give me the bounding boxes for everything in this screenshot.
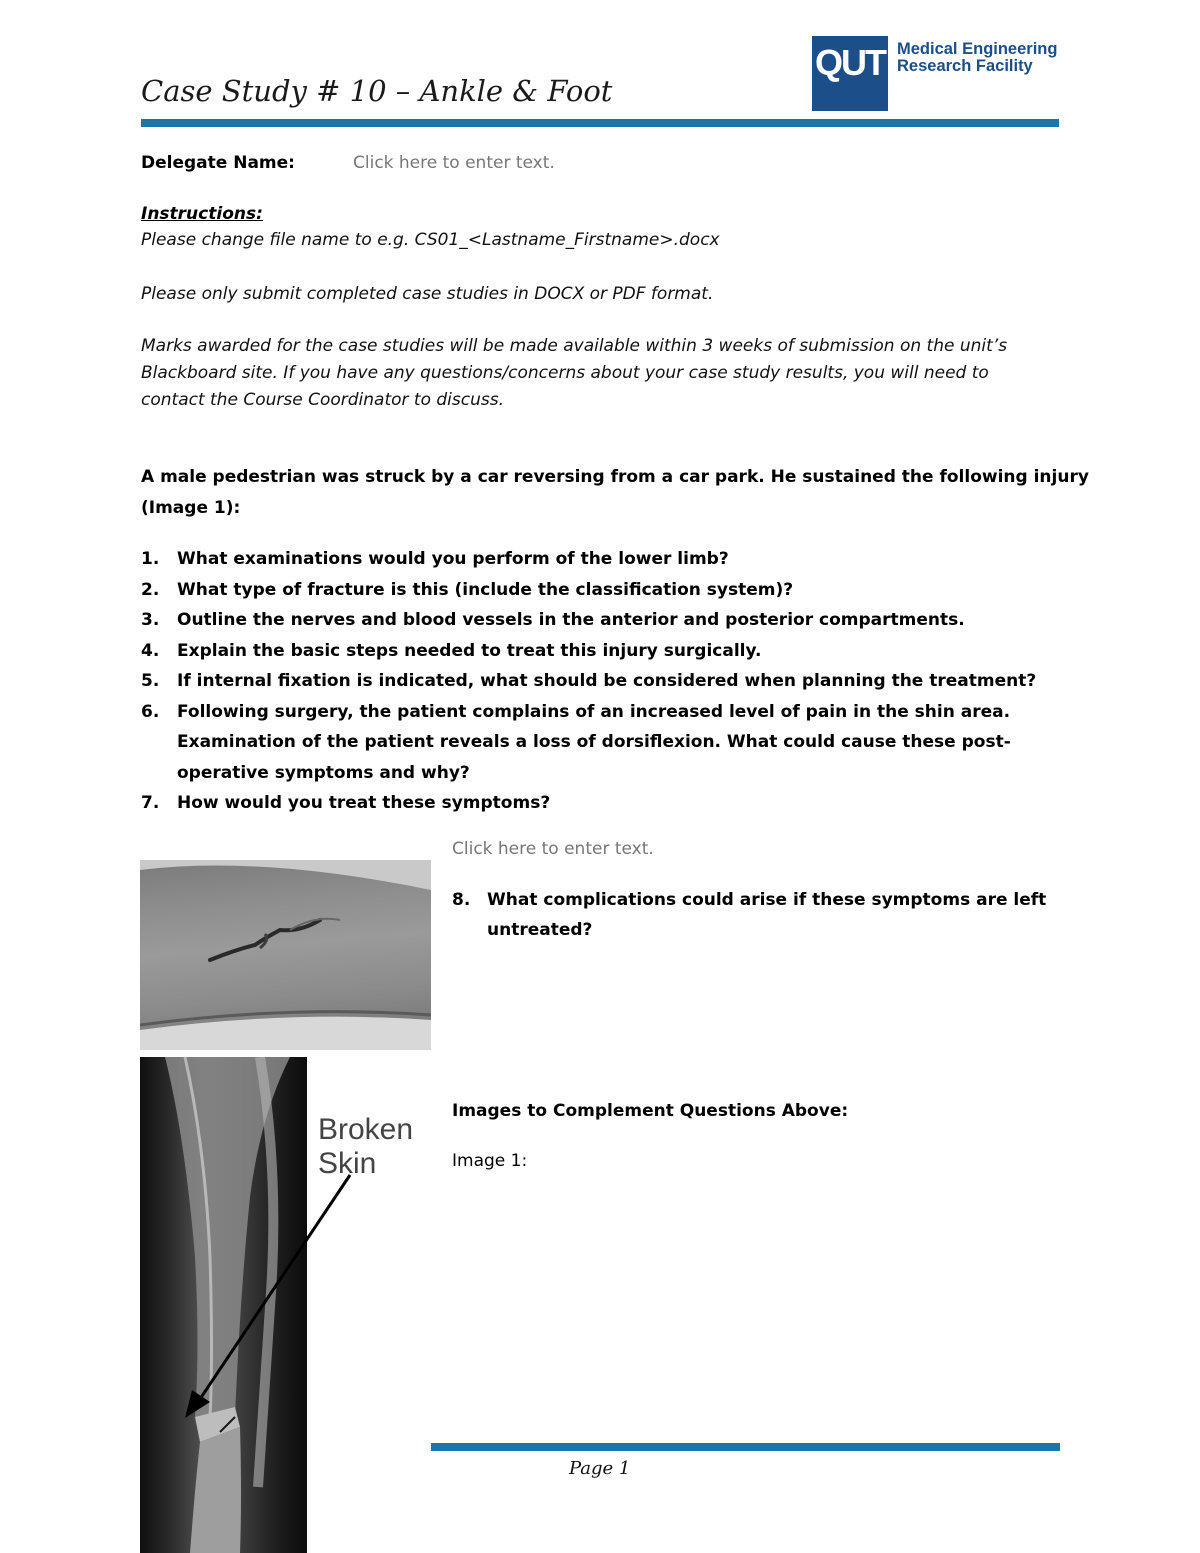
page-number: Page 1 xyxy=(569,1458,631,1479)
question-number: 4. xyxy=(141,640,160,661)
question-8-line1: What complications could arise if these symptoms are left xyxy=(487,890,1047,910)
logo-caption xyxy=(897,41,1057,75)
instructions-filename: Please change file name to e.g. CS01_<Lastname_Firstname>.docx xyxy=(141,230,720,250)
question-8-number: 8. xyxy=(452,890,471,910)
question-item xyxy=(141,544,1061,575)
images-section-heading: Images to Complement Questions Above: xyxy=(452,1101,849,1121)
logo-caption-line2: Research Facility xyxy=(897,57,1033,75)
question-number: 2. xyxy=(141,579,160,600)
scenario-line1: A male pedestrian was struck by a car reversing from a car park. He sustained the following injury xyxy=(141,467,1089,487)
question-text: Explain the basic steps needed to treat this injury surgically. xyxy=(177,640,762,661)
answer-field[interactable]: Click here to enter text. xyxy=(452,839,654,859)
wound-photo-graphic xyxy=(140,860,431,1050)
question-number: 3. xyxy=(141,610,160,630)
pointer-arrow-icon xyxy=(170,1170,370,1430)
question-item xyxy=(141,605,1061,636)
instructions-marks-line3: contact the Course Coordinator to discuss. xyxy=(141,390,504,410)
question-text: If internal fixation is indicated, what should be considered when planning the treatment? xyxy=(177,671,1037,691)
instructions-marks-line2: Blackboard site. If you have any questions/concerns about your case study results, you will need to xyxy=(141,363,989,383)
delegate-name-label: Delegate Name: xyxy=(141,153,295,173)
wound-photo xyxy=(140,860,431,1050)
broken-skin-label: Broken Skin xyxy=(318,1113,414,1180)
logo-caption-line1: Medical Engineering xyxy=(897,40,1058,58)
instructions-marks-line1: Marks awarded for the case studies will be made available within 3 weeks of submission on the unit’s xyxy=(141,336,1008,356)
question-text: Outline the nerves and blood vessels in the anterior and posterior compartments. xyxy=(177,610,965,630)
question-number: 5. xyxy=(141,671,160,691)
question-item xyxy=(141,666,1061,697)
image-1-label: Image 1: xyxy=(452,1151,528,1171)
question-item xyxy=(141,636,1061,667)
instructions-format: Please only submit completed case studies in DOCX or PDF format. xyxy=(141,284,714,304)
question-8-line2: untreated? xyxy=(487,920,593,940)
delegate-name-field[interactable]: Click here to enter text. xyxy=(353,153,555,173)
qut-logo: QUT xyxy=(812,36,888,111)
document-title: Case Study # 10 – Ankle & Foot xyxy=(141,74,613,108)
question-list xyxy=(141,544,1061,819)
question-number: 7. xyxy=(141,793,160,813)
footer-rule xyxy=(431,1443,1060,1451)
question-item xyxy=(141,575,1061,606)
question-text: What examinations would you perform of the lower limb? xyxy=(177,549,729,569)
header-rule xyxy=(141,119,1059,127)
question-text: How would you treat these symptoms? xyxy=(177,793,551,813)
question-item xyxy=(141,697,1061,789)
instructions-heading: Instructions: xyxy=(141,204,263,224)
question-text: Following surgery, the patient complains of an increased level of pain in the shin area. Examination of the patient reveals a loss of dorsiflexion. What could cause these post-operative symptoms and why? xyxy=(177,701,1011,783)
question-text: What type of fracture is this (include the classification system)? xyxy=(177,579,794,600)
question-number: 1. xyxy=(141,549,160,569)
scenario-line2: (Image 1): xyxy=(141,498,241,518)
question-number: 6. xyxy=(141,701,160,722)
question-item xyxy=(141,788,1061,819)
